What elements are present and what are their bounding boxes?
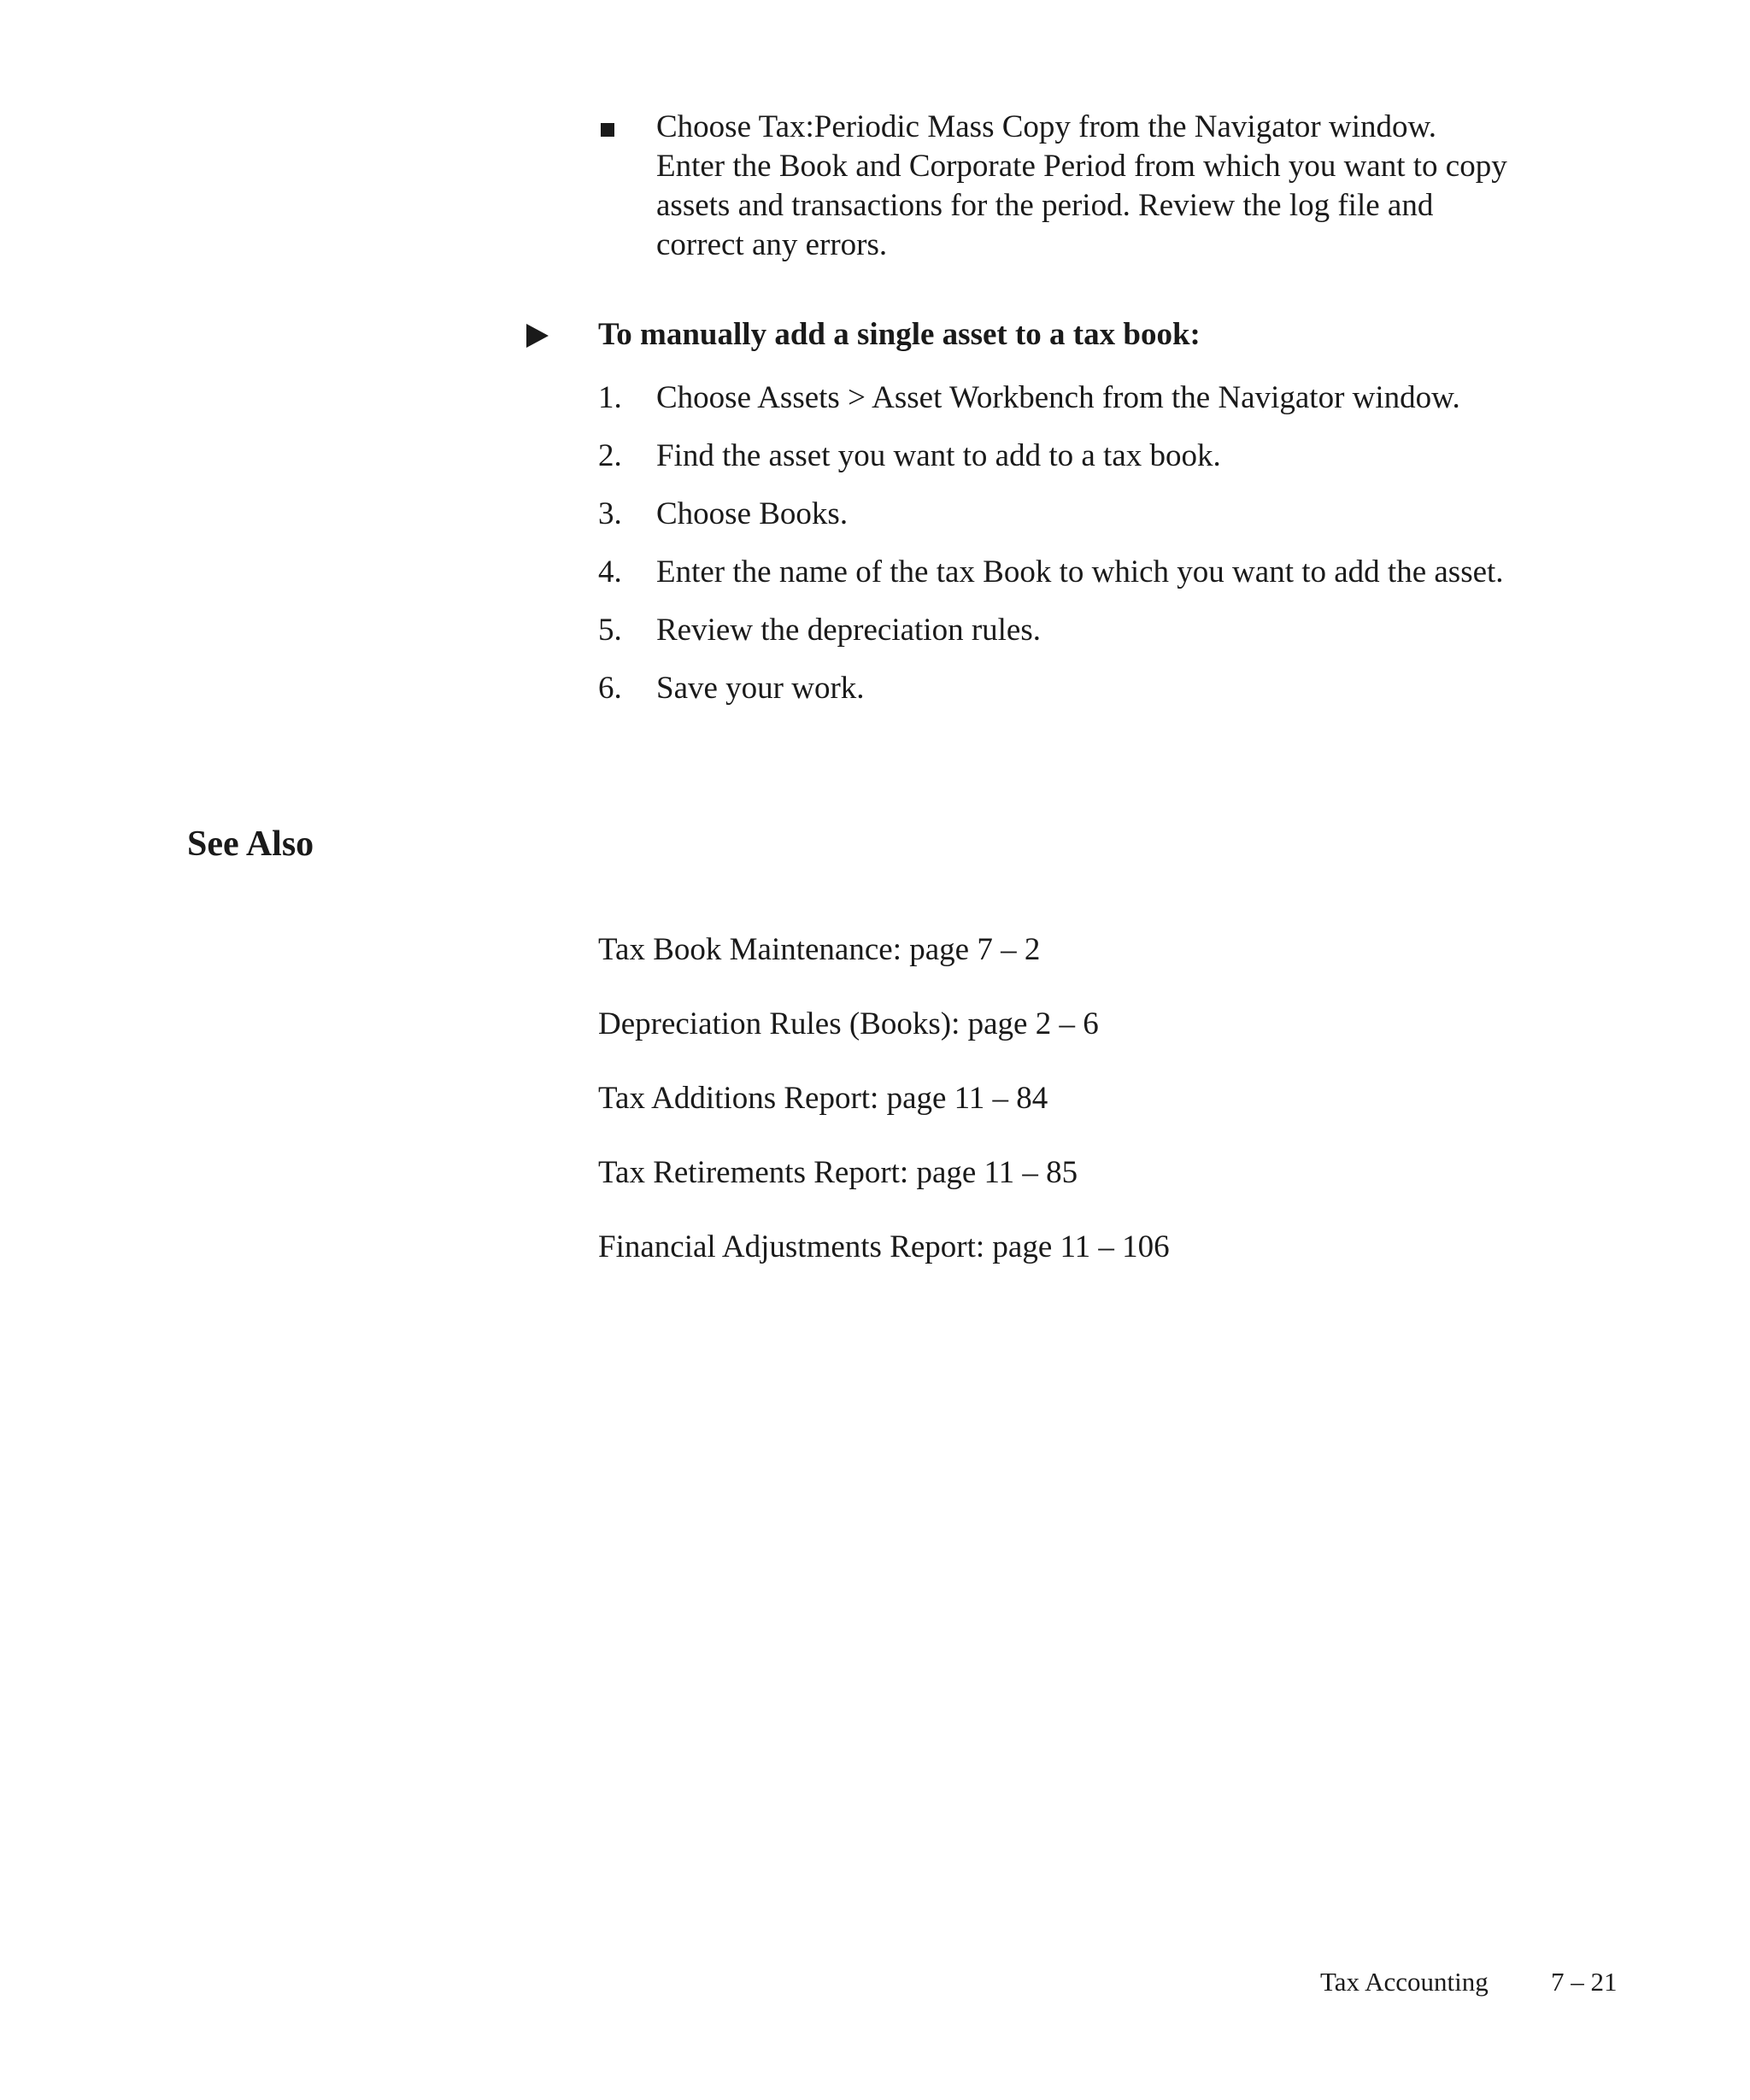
step-number: 2. — [598, 438, 622, 473]
step-number: 5. — [598, 613, 622, 648]
step-text: Review the depreciation rules. — [656, 613, 1041, 648]
square-bullet-icon — [601, 123, 614, 137]
reference-link[interactable]: Tax Book Maintenance: page 7 – 2 — [598, 932, 1041, 967]
procedure-step — [598, 437, 1641, 495]
procedure-step — [598, 553, 1641, 611]
procedure-steps — [598, 378, 1641, 727]
footer-section-title: Tax Accounting — [1320, 1967, 1489, 1997]
bullet-line: Choose Tax:Periodic Mass Copy from the Navigator window. — [656, 109, 1437, 144]
step-number: 1. — [598, 380, 622, 415]
step-text: Save your work. — [656, 671, 865, 706]
reference-link[interactable]: Financial Adjustments Report: page 11 – 106 — [598, 1229, 1170, 1264]
step-text: Choose Assets > Asset Workbench from the Navigator window. — [656, 380, 1460, 415]
procedure-heading — [526, 314, 1637, 356]
bullet-line: Enter the Book and Corporate Period from which you want to copy — [656, 149, 1507, 184]
procedure-step — [598, 611, 1641, 669]
triangle-arrow-icon — [526, 324, 549, 348]
reference-link[interactable]: Tax Retirements Report: page 11 – 85 — [598, 1155, 1078, 1190]
step-number: 4. — [598, 554, 622, 590]
reference-link[interactable]: Depreciation Rules (Books): page 2 – 6 — [598, 1006, 1099, 1041]
procedure-step — [598, 669, 1641, 727]
footer-page-number: 7 – 21 — [1551, 1967, 1618, 1997]
procedure-step — [598, 495, 1641, 553]
step-text: Find the asset you want to add to a tax book. — [656, 438, 1221, 473]
see-also-heading: See Also — [187, 824, 314, 864]
reference-link[interactable]: Tax Additions Report: page 11 – 84 — [598, 1081, 1048, 1116]
step-text: Enter the name of the tax Book to which you want to add the asset. — [656, 554, 1504, 590]
procedure-heading-text: To manually add a single asset to a tax book: — [598, 317, 1201, 352]
bullet-paragraph-text — [656, 108, 1641, 265]
bullet-paragraph — [598, 108, 1641, 265]
step-text: Choose Books. — [656, 496, 849, 531]
see-also-references — [598, 930, 1170, 1302]
step-number: 6. — [598, 671, 622, 706]
bullet-line: correct any errors. — [656, 227, 888, 262]
step-number: 3. — [598, 496, 622, 531]
procedure-step — [598, 378, 1641, 437]
bullet-line: assets and transactions for the period. Review the log file and — [656, 188, 1434, 223]
